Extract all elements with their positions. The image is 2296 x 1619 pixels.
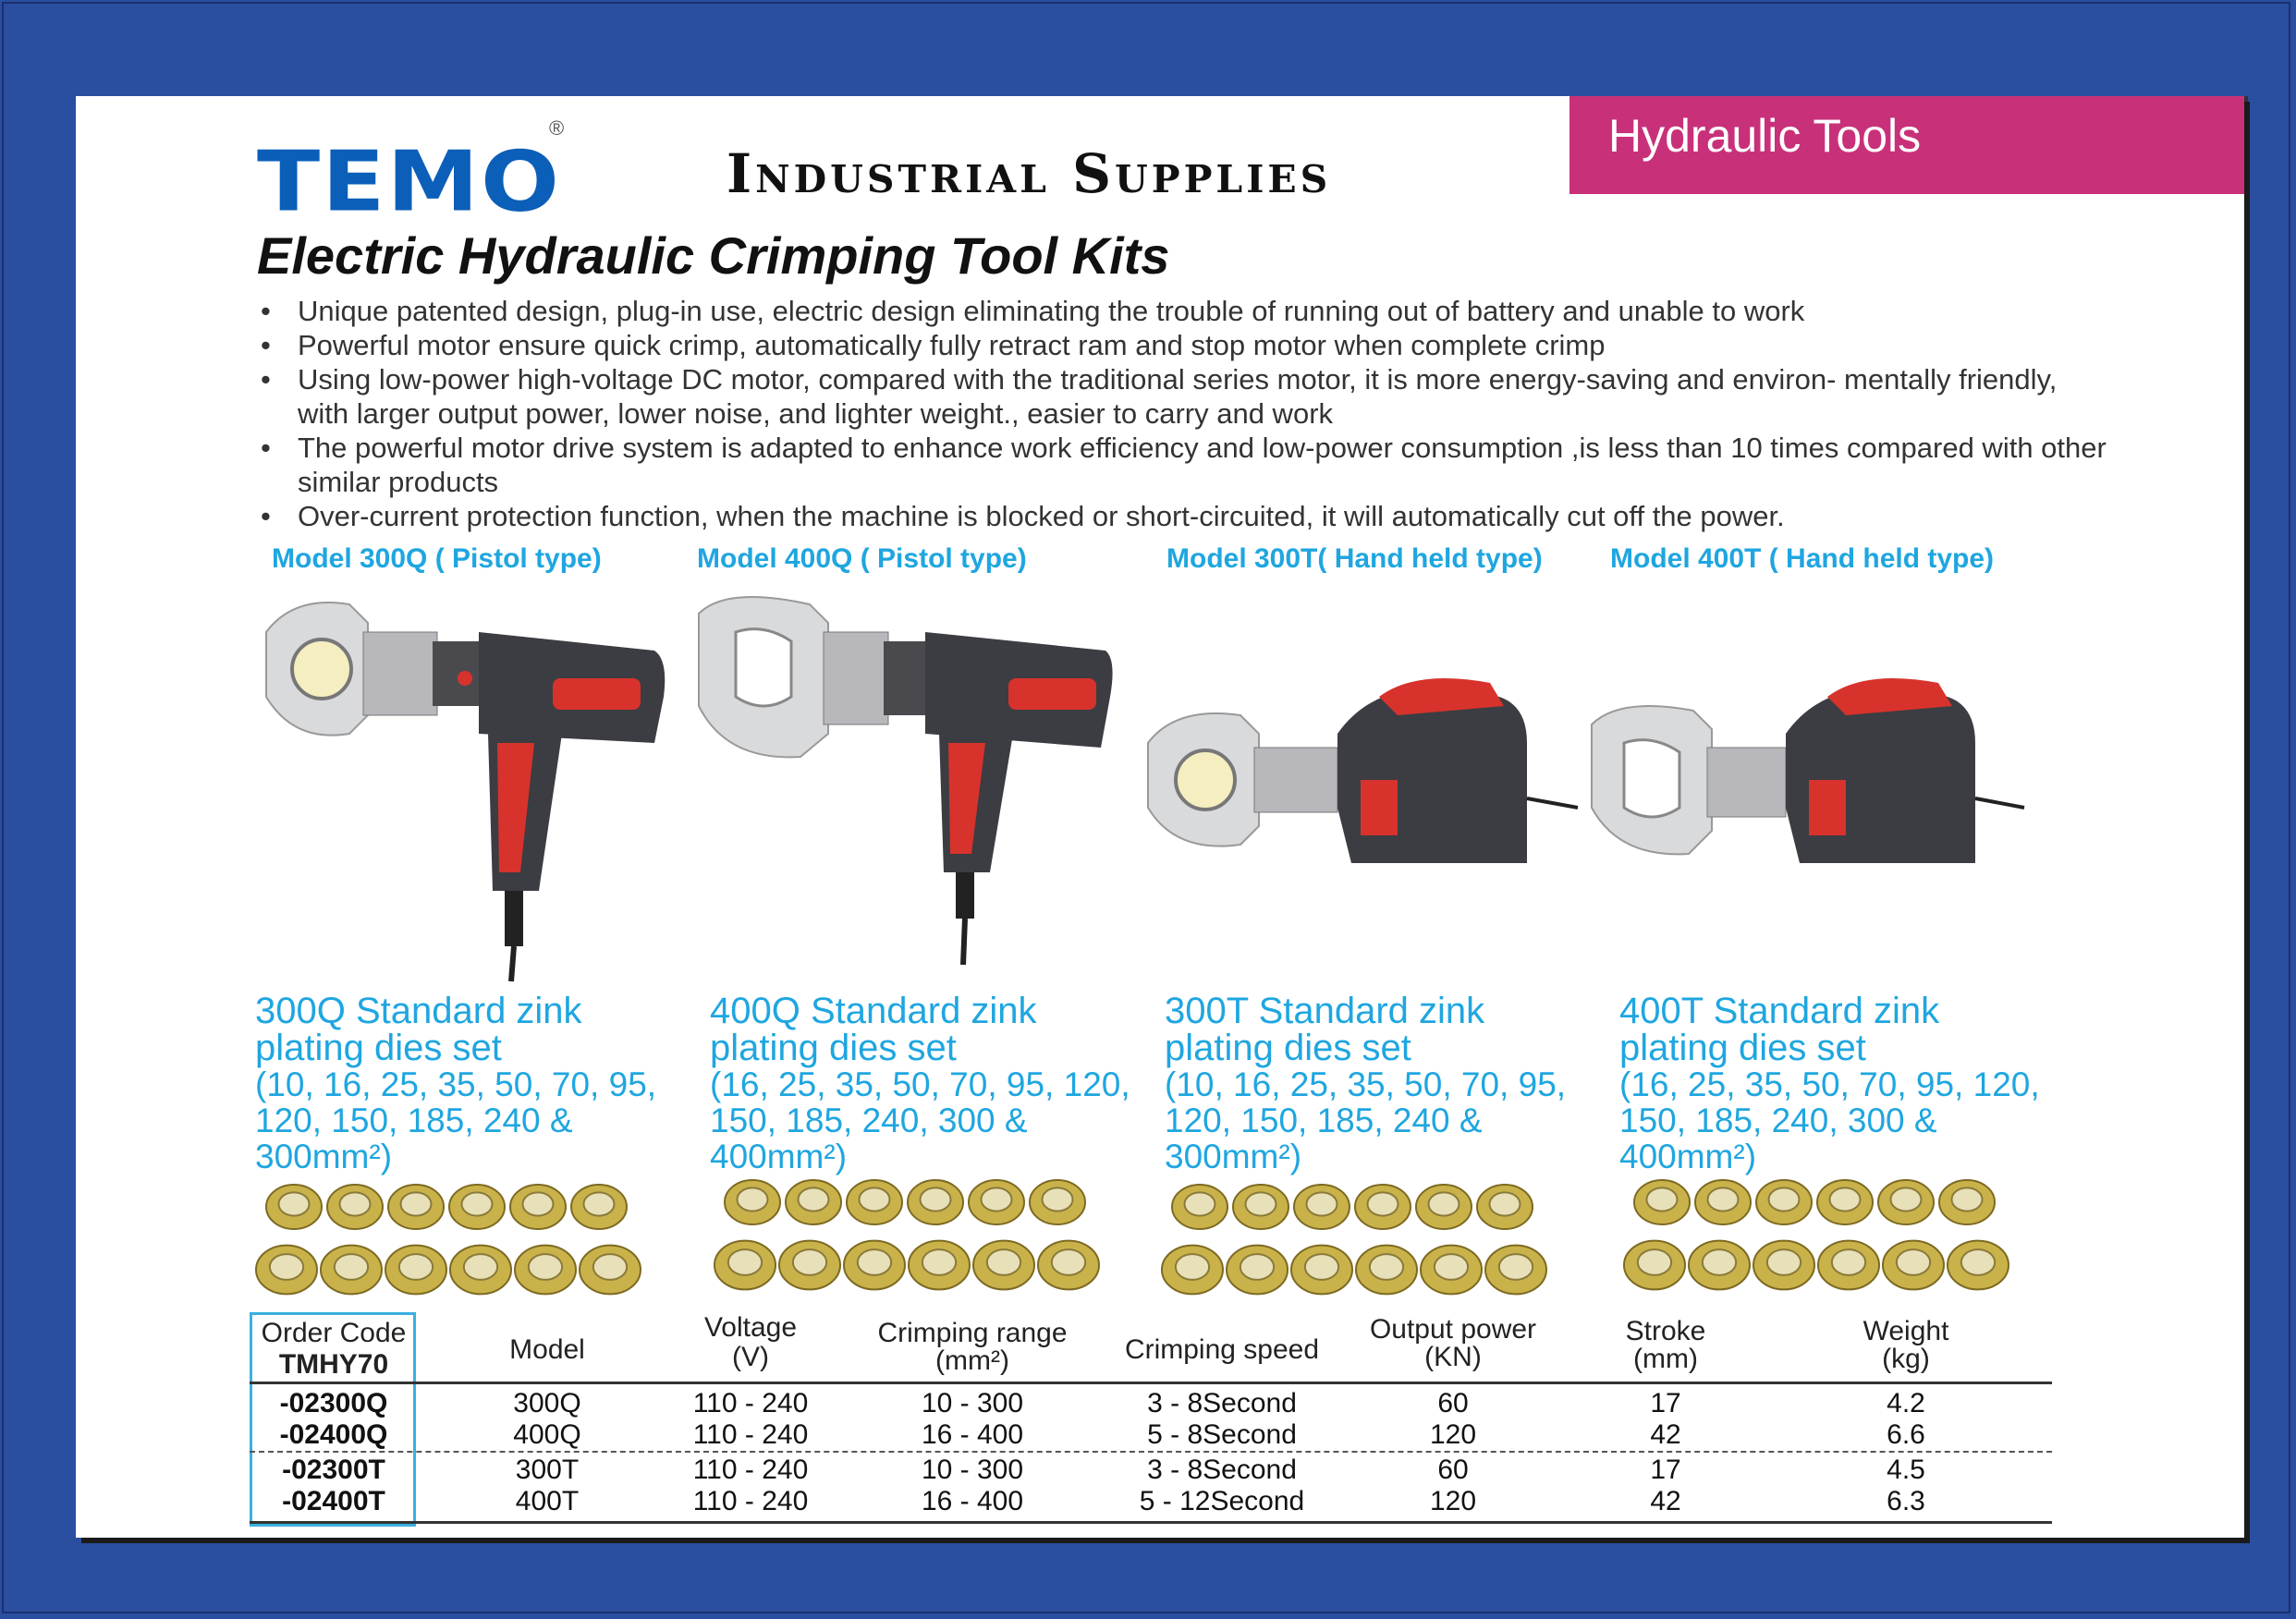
table-cell-range: 16 - 400 (921, 1486, 1024, 1516)
die-ring-icon (1227, 1246, 1288, 1295)
die-ring-icon (786, 1180, 841, 1224)
feature-item: • Using low-power high-voltage DC motor, compared with the traditional series motor, it is more energy-saving and environ- mentally friendly, with larger output power, lower noise, and lighter weight., easier to carry and work (261, 363, 2058, 430)
die-ring-icon (510, 1185, 566, 1229)
header-crimping-speed: Crimping speed (1124, 1334, 1320, 1365)
kit-sizes-last: 400mm²) (710, 1138, 848, 1175)
handheld-crimping-tool-400t (1582, 669, 2026, 983)
die-ring-icon (1756, 1180, 1812, 1224)
die-ring-icon (1356, 1246, 1417, 1295)
table-cell-speed: 5 - 8Second (1147, 1419, 1297, 1450)
header-output-power: Output power (1369, 1314, 1537, 1345)
kit-title: 400T Standard zink plating dies set (1619, 991, 1940, 1068)
table-cell-speed: 5 - 12Second (1139, 1486, 1305, 1516)
bullet-icon: • (261, 295, 271, 327)
table-header-rule (250, 1382, 2052, 1384)
die-ring-icon (1294, 1185, 1350, 1229)
header-order-code: Order Code (261, 1318, 407, 1348)
die-ring-icon (1878, 1180, 1934, 1224)
kit-sizes: (16, 25, 35, 50, 70, 95, 120, 150, 185, 240, 300 & (1619, 1065, 2040, 1139)
kit-description-400t (1619, 992, 2045, 1175)
header-voltage-unit: (V) (732, 1342, 769, 1372)
brand-logo: TEMO (257, 132, 562, 231)
table-cell-stroke: 17 (1650, 1388, 1681, 1418)
kit-description-300q (255, 992, 680, 1175)
die-ring-icon (1883, 1241, 1944, 1290)
kit-title: 300T Standard zink plating dies set (1165, 991, 1485, 1068)
die-ring-icon (450, 1246, 511, 1295)
table-cell-model: 400T (515, 1486, 580, 1516)
feature-item: • Unique patented design, plug-in use, electric design eliminating the trouble of running out of battery and unable to work (261, 295, 1805, 327)
bullet-icon: • (261, 500, 271, 532)
catalog-page (76, 96, 2244, 1538)
die-set-300q (253, 1177, 660, 1307)
die-ring-icon (1818, 1241, 1879, 1290)
die-ring-icon (1030, 1180, 1085, 1224)
kit-sizes: (10, 16, 25, 35, 50, 70, 95, 120, 150, 185, 240 & (255, 1065, 657, 1139)
table-bottom-rule (250, 1521, 2052, 1524)
kit-sizes-last: 300mm²) (255, 1138, 393, 1175)
header-stroke: Stroke (1625, 1316, 1706, 1346)
kit-title: 400Q Standard zink plating dies set (710, 991, 1037, 1068)
die-ring-icon (1753, 1241, 1814, 1290)
kit-sizes: (16, 25, 35, 50, 70, 95, 120, 150, 185, 240, 300 & (710, 1065, 1130, 1139)
die-ring-icon (327, 1185, 383, 1229)
bullet-icon: • (261, 432, 271, 464)
table-cell-stroke: 42 (1650, 1419, 1681, 1450)
die-ring-icon (714, 1241, 776, 1290)
table-cell-voltage: 110 - 240 (692, 1486, 809, 1516)
die-ring-icon (847, 1180, 902, 1224)
table-cell-power: 60 (1437, 1388, 1469, 1418)
die-ring-icon (1355, 1185, 1411, 1229)
die-ring-icon (1233, 1185, 1288, 1229)
die-ring-icon (580, 1246, 641, 1295)
table-group-divider (250, 1451, 2052, 1453)
die-ring-icon (256, 1246, 317, 1295)
die-ring-icon (321, 1246, 382, 1295)
die-ring-icon (969, 1180, 1024, 1224)
die-ring-icon (1634, 1180, 1690, 1224)
kit-sizes-last: 400mm²) (1619, 1138, 1757, 1175)
die-ring-icon (515, 1246, 576, 1295)
die-ring-icon (1485, 1246, 1546, 1295)
kit-title: 300Q Standard zink plating dies set (255, 991, 582, 1068)
die-ring-icon (1689, 1241, 1750, 1290)
registered-mark: ® (549, 116, 565, 140)
header-weight-unit: (kg) (1882, 1344, 1930, 1374)
die-ring-icon (1817, 1180, 1873, 1224)
handheld-crimping-tool-300t (1139, 669, 1582, 983)
die-ring-icon (844, 1241, 905, 1290)
die-set-400q (712, 1173, 1118, 1307)
die-ring-icon (266, 1185, 322, 1229)
die-ring-icon (1291, 1246, 1352, 1295)
die-set-400t (1621, 1173, 2028, 1307)
page-title: Electric Hydraulic Crimping Tool Kits (257, 226, 1170, 285)
bullet-icon: • (261, 363, 271, 396)
die-ring-icon (779, 1241, 840, 1290)
die-ring-icon (449, 1185, 505, 1229)
pistol-crimping-tool-400q (690, 595, 1115, 983)
table-cell-power: 120 (1429, 1486, 1477, 1516)
header-order-prefix: TMHY70 (278, 1349, 389, 1380)
table-cell-model: 300Q (513, 1388, 581, 1418)
die-ring-icon (385, 1246, 446, 1295)
kit-description-300t (1165, 992, 1590, 1175)
header-voltage: Voltage (703, 1312, 798, 1343)
kit-sizes-last: 300mm²) (1165, 1138, 1302, 1175)
kit-sizes: (10, 16, 25, 35, 50, 70, 95, 120, 150, 185, 240 & (1165, 1065, 1567, 1139)
table-cell-weight: 4.5 (1887, 1455, 1925, 1485)
header-crimping-range-unit: (mm²) (935, 1345, 1009, 1376)
header-stroke-unit: (mm) (1633, 1344, 1698, 1374)
die-ring-icon (973, 1241, 1034, 1290)
die-ring-icon (1416, 1185, 1472, 1229)
die-ring-icon (1038, 1241, 1099, 1290)
die-ring-icon (909, 1241, 970, 1290)
die-ring-icon (1172, 1185, 1227, 1229)
header-output-power-unit: (KN) (1424, 1342, 1482, 1372)
category-label: Hydraulic Tools (1608, 110, 1922, 162)
die-ring-icon (1939, 1180, 1995, 1224)
kit-description-400q (710, 992, 1135, 1175)
die-ring-icon (1477, 1185, 1533, 1229)
die-ring-icon (1421, 1246, 1482, 1295)
table-cell-speed: 3 - 8Second (1147, 1388, 1297, 1418)
header-model: Model (509, 1334, 585, 1365)
brand-subtitle: Industrial Supplies (727, 142, 1332, 205)
table-cell-weight: 4.2 (1887, 1388, 1925, 1418)
table-cell-voltage: 110 - 240 (692, 1419, 809, 1450)
die-ring-icon (1695, 1180, 1751, 1224)
die-ring-icon (1624, 1241, 1685, 1290)
table-cell-speed: 3 - 8Second (1147, 1455, 1297, 1485)
die-ring-icon (1948, 1241, 2009, 1290)
feature-item: • The powerful motor drive system is adapted to enhance work efficiency and low-power consumption ,is less than 10 times compared with other similar products (261, 432, 2107, 498)
die-ring-icon (571, 1185, 627, 1229)
table-cell-voltage: 110 - 240 (692, 1455, 809, 1485)
die-set-300t (1159, 1177, 1566, 1307)
table-cell-range: 10 - 300 (921, 1388, 1024, 1418)
die-ring-icon (908, 1180, 963, 1224)
model-heading-400q: Model 400Q ( Pistol type) (697, 543, 1027, 574)
model-heading-300t: Model 300T( Hand held type) (1166, 543, 1543, 574)
feature-list (257, 294, 2106, 533)
pistol-crimping-tool-300q (257, 595, 673, 983)
table-cell-code: -02400T (282, 1486, 385, 1516)
table-cell-power: 120 (1429, 1419, 1477, 1450)
table-cell-code: -02300T (282, 1455, 385, 1485)
die-ring-icon (725, 1180, 780, 1224)
category-banner (1569, 96, 2244, 194)
die-ring-icon (1162, 1246, 1223, 1295)
bullet-icon: • (261, 329, 271, 361)
die-ring-icon (388, 1185, 444, 1229)
table-cell-model: 300T (515, 1455, 580, 1485)
table-cell-weight: 6.6 (1887, 1419, 1925, 1450)
table-cell-stroke: 42 (1650, 1486, 1681, 1516)
table-cell-power: 60 (1437, 1455, 1469, 1485)
table-cell-model: 400Q (513, 1419, 581, 1450)
table-cell-code: -02300Q (279, 1388, 388, 1418)
header-weight: Weight (1862, 1316, 1949, 1346)
table-cell-range: 16 - 400 (921, 1419, 1024, 1450)
table-cell-stroke: 17 (1650, 1455, 1681, 1485)
feature-item: • Over-current protection function, when the machine is blocked or short-circuited, it will automatically cut off the power. (261, 500, 1785, 532)
model-heading-400t: Model 400T ( Hand held type) (1610, 543, 1995, 574)
table-cell-range: 10 - 300 (921, 1455, 1024, 1485)
header-crimping-range: Crimping range (877, 1318, 1068, 1348)
model-heading-300q: Model 300Q ( Pistol type) (272, 543, 602, 574)
table-cell-code: -02400Q (279, 1419, 388, 1450)
feature-item: • Powerful motor ensure quick crimp, automatically fully retract ram and stop motor when complete crimp (261, 329, 1606, 361)
table-cell-weight: 6.3 (1887, 1486, 1925, 1516)
table-cell-voltage: 110 - 240 (692, 1388, 809, 1418)
